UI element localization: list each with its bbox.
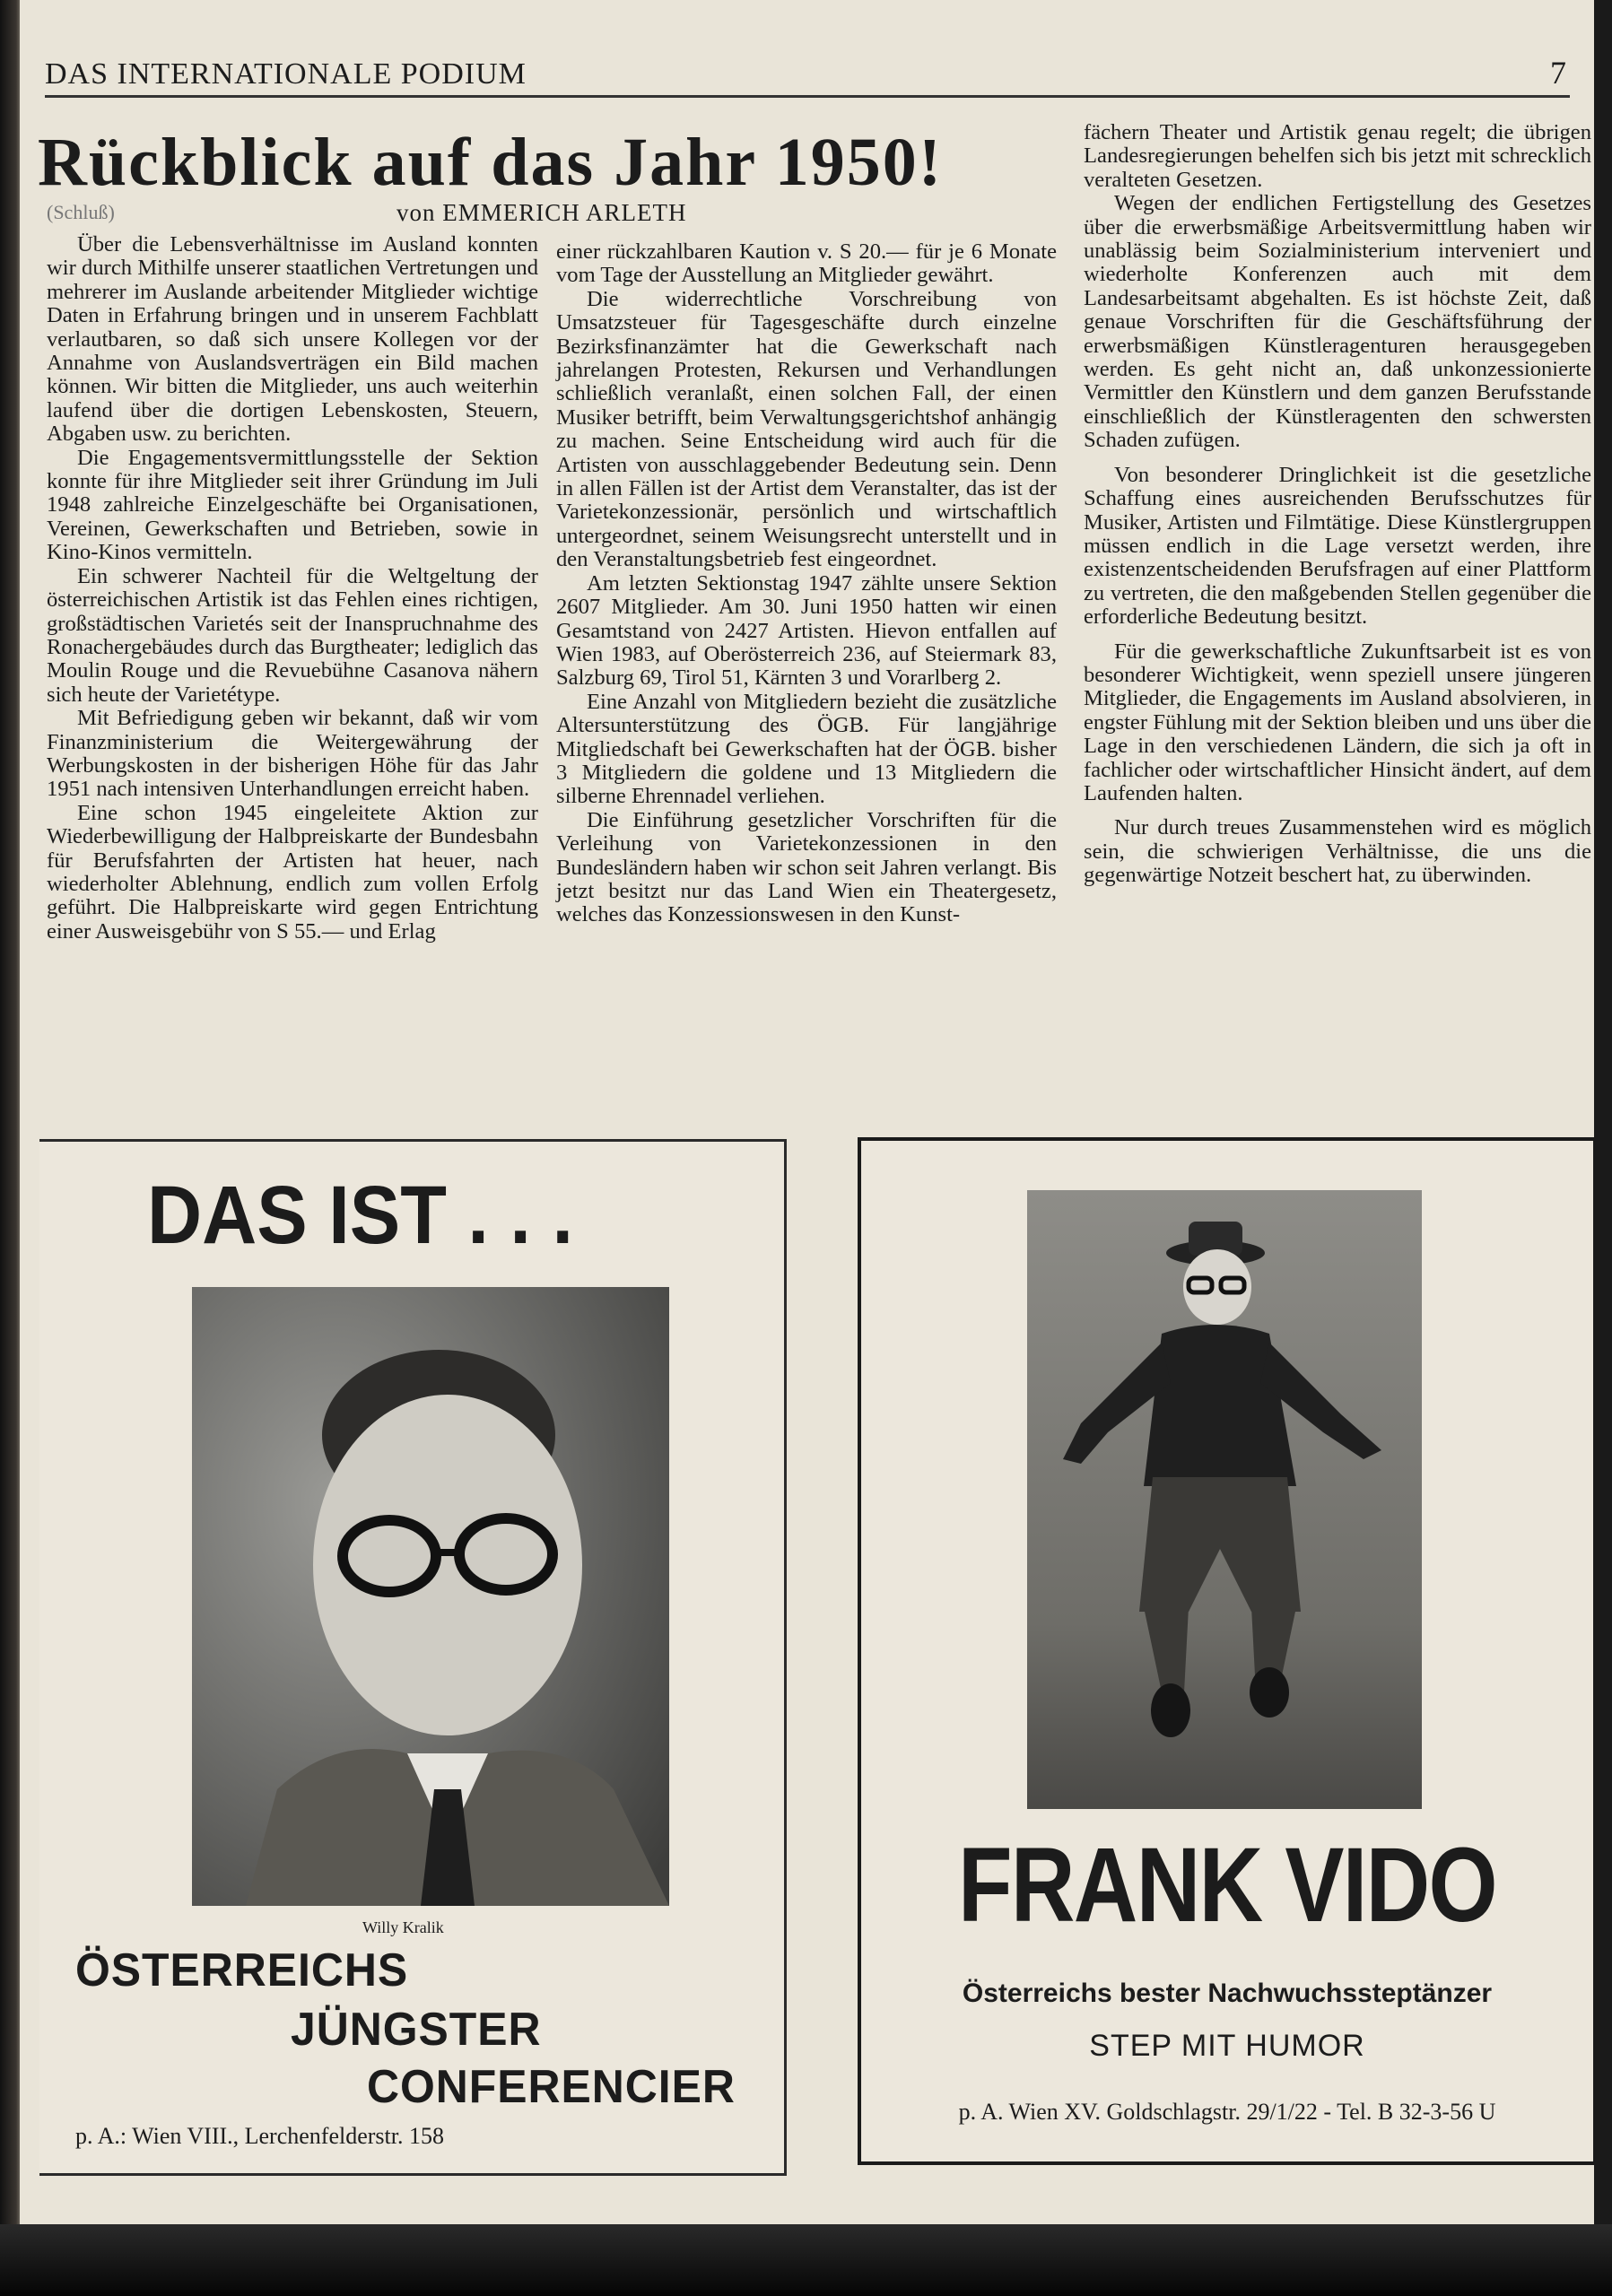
paragraph: einer rückzahlbaren Kaution v. S 20.— für je 6 Monate vom Tage der Ausstellung an Mitglieder gewährt.: [556, 239, 1057, 288]
ad-line-1: ÖSTERREICHS: [75, 1944, 409, 1996]
article-column-1: [47, 233, 538, 944]
photo-caption: Willy Kralik: [362, 1918, 444, 1936]
page-number: 7: [1550, 55, 1566, 91]
ad-willy-kralik: [39, 1139, 787, 2176]
paragraph: Über die Lebensverhältnisse im Ausland konnten wir durch Mithilfe unserer staatlichen Vertretungen und mehrerer im Auslande arbeitender Mitglieder wichtige Daten in Erfahrung bringen und in unserem Fachblatt verlautbaren, so daß sich unsere Kollegen vor der Annahme von Auslandsverträgen ein Bild machen können. Wir bitten die Mitglieder, uns auch weiterhin laufend über die dortigen Lebenskosten, Steuern, Abgaben usw. zu berichten.: [47, 232, 538, 447]
continuation-note: (Schluß): [47, 201, 115, 223]
paragraph: Ein schwerer Nachteil für die Weltgeltung der österreichischen Artistik ist das Fehlen eines richtigen, großstädtischen Varietés seit der Inanspruchnahme des Ronachergebäudes durch das Burgtheater; lediglich das Moulin Rouge und die Revuebühne Casanova nähern sich heute der Varietétype.: [47, 563, 538, 707]
magazine-page: [20, 0, 1594, 2224]
ad-tagline: Österreichs bester Nachwuchssteptänzer: [962, 1979, 1493, 2008]
header-rule: [45, 95, 1570, 98]
paragraph: Mit Befriedigung geben wir bekannt, daß wir vom Finanzministerium die Weitergewährung der Werbungskosten in der bisherigen Höhe für das Jahr 1951 nach intensiven Unterhandlungen erreicht haben.: [47, 706, 538, 802]
paragraph: Die Engagementsvermittlungsstelle der Sektion konnte für ihre Mitglieder seit ihrer Gründung im Juli 1948 zahlreiche Einzelgeschäfte bei Organisationen, Vereinen, Gewerkschaften und Betrieben, sowie in Kino-Kinos vermitteln.: [47, 445, 538, 565]
article-column-3: [1084, 121, 1591, 888]
ad-headline: DAS IST . . .: [147, 1170, 573, 1261]
dancer-photo-image: [1027, 1190, 1422, 1809]
paragraph: fächern Theater und Artistik genau regelt; die übrigen Landesregierungen behelfen sich bis jetzt mit schrecklich veralteten Gesetzen.: [1084, 120, 1591, 192]
article-column-2: [556, 240, 1057, 927]
paragraph: Eine schon 1945 eingeleitete Aktion zur Wiederbewilligung der Halbpreiskarte der Bundesbahn für Berufsfahrten der Artisten hat heuer, nach wiederholter Ablehnung, endlich zum vollen Erfolg geführt. Die Halbpreiskarte wird gegen Entrichtung einer Ausweisgebühr von S 55.— und Erlag: [47, 800, 538, 944]
paragraph: Wegen der endlichen Fertigstellung des Gesetzes über die erwerbsmäßige Arbeitsvermittlung haben wir unablässig beim Sozialministerium interveniert und wiederholte Konferenzen auch mit dem Landesarbeitsamt abgehalten. Es ist höchste Zeit, daß genaue Vorschriften für die Geschäftsführung der erwerbsmäßigen Künstleragenturen herausgegeben werden. Es geht nicht an, daß unkonzessionierte Vermittler den Künstlern und dem ganzen Berufsstande einschließlich der Künstleragenten den schwersten Schaden zufügen.: [1084, 191, 1591, 453]
running-header: [45, 54, 1570, 95]
article-title: Rückblick auf das Jahr 1950!: [38, 125, 944, 200]
paragraph: Von besonderer Dringlichkeit ist die gesetzliche Schaffung eines ausreichenden Berufsschutzes für Musiker, Artisten und Filmtätige. Diese Künstlergruppen müssen endlich in die Lage versetzt werden, ihre existenzentscheidenden Berufsfragen auf einer Plattform zu vertreten, die den maßgebenden Stellen gegenüber die erforderliche Bedeutung besitzt.: [1084, 462, 1591, 630]
paragraph: Die widerrechtliche Vorschreibung von Umsatzsteuer für Tagesgeschäfte durch einzelne Bezirksfinanzämter hat die Gewerkschaft nach jahrelangen Protesten, Rekursen und Verhandlungen schließlich veranlaßt, einen solchen Fall, der einen Musiker betrifft, beim Verwaltungsgerichtshof anhängig zu machen. Seine Entscheidung wird auch für die Artisten von ausschlaggebender Bedeutung sein. Denn in allen Fällen ist der Artist dem Veranstalter, das ist der Varietekonzessionär, persönlich und wirtschaftlich untergeordnet, seinem Weisungsrecht unterstellt und in den Veranstaltungsbetrieb fest eingeordnet.: [556, 286, 1057, 572]
paragraph: Die Einführung gesetzlicher Vorschriften für die Verleihung von Varietekonzessionen in den Bundesländern haben wir schon seit Jahren verlangt. Bis jetzt besitzt nur das Land Wien ein Theatergesetz, welches das Konzessionswesen in den Kunst-: [556, 807, 1057, 927]
ad-address: p. A. Wien XV. Goldschlagstr. 29/1/22 - Tel. B 32-3-56 U: [958, 2099, 1496, 2125]
publication-title: DAS INTERNATIONALE PODIUM: [45, 57, 527, 91]
scan-bottom-edge: [0, 2224, 1612, 2296]
portrait-photo-image: [192, 1287, 669, 1906]
portrait-photo: [192, 1287, 669, 1906]
ad-slogan: STEP MIT HUMOR: [1089, 2029, 1365, 2063]
paragraph: Am letzten Sektionstag 1947 zählte unsere Sektion 2607 Mitglieder. Am 30. Juni 1950 hatten wir einen Gesamtstand von 2427 Artisten. Hievon entfallen auf Wien 1983, auf Oberösterreich 236, auf Steiermark 83, Salzburg 69, Tirol 51, Kärnten 3 und Vorarlberg 2.: [556, 570, 1057, 691]
dancer-photo: [1027, 1190, 1422, 1809]
performer-name: FRANK VIDO: [958, 1826, 1496, 1944]
ad-frank-vido: [858, 1137, 1594, 2165]
paragraph: Für die gewerkschaftliche Zukunftsarbeit ist es von besonderer Wichtigkeit, wenn speziell unsere jüngeren Mitglieder, die Engagements im Ausland absolvieren, in engster Fühlung mit der Sektion bleiben und uns über die Lage in den verschiedenen Ländern, die sich ja oft in fachlicher oder wirtschaftlicher Hinsicht ändert, auf dem Laufenden halten.: [1084, 639, 1591, 805]
paragraph: Eine Anzahl von Mitgliedern bezieht die zusätzliche Altersunterstützung des ÖGB. Für langjährige Mitgliedschaft bei Gewerkschaften hat der ÖGB. bisher 3 Mitgliedern die goldene und 13 Mitgliedern die silberne Ehrennadel verliehen.: [556, 689, 1057, 809]
ad-line-2: JÜNGSTER: [291, 2004, 542, 2056]
ad-line-3: CONFERENCIER: [367, 2061, 736, 2113]
ad-address: p. A.: Wien VIII., Lerchenfelderstr. 158: [75, 2123, 444, 2149]
paragraph: Nur durch treues Zusammenstehen wird es möglich sein, die schwierigen Verhältnisse, die uns die gegenwärtige Notzeit beschert hat, zu überwinden.: [1084, 815, 1591, 888]
article-byline: von EMMERICH ARLETH: [396, 199, 687, 226]
